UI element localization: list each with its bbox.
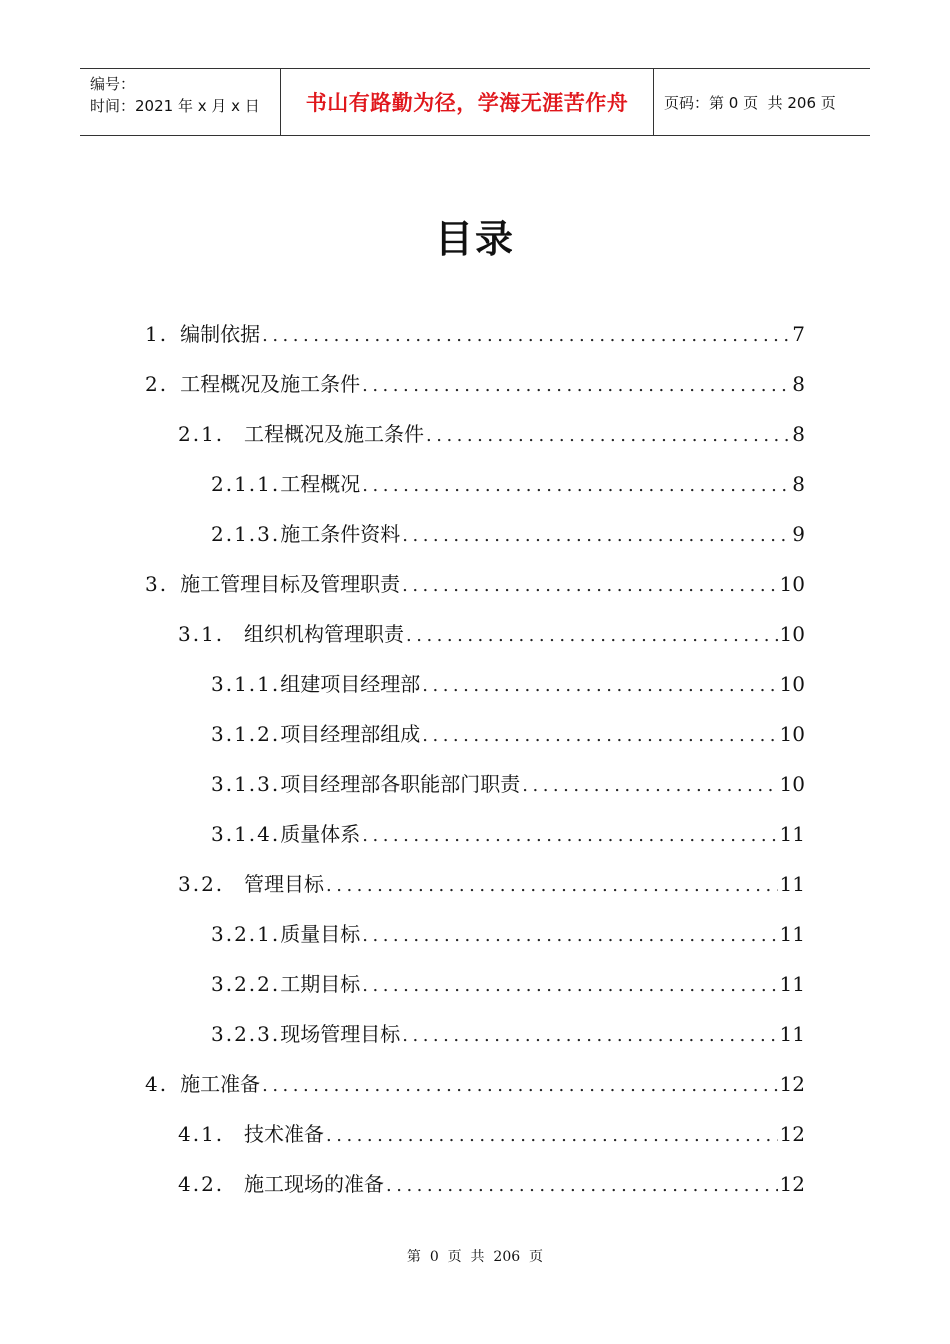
toc-entry-number: 4.2. — [178, 1172, 225, 1196]
toc-entry[interactable] — [145, 1069, 805, 1099]
toc-entry-title: 施工准备 — [180, 1072, 261, 1096]
toc-entry-title: 施工管理目标及管理职责 — [180, 572, 401, 596]
toc-entry-number: 3.1.4. — [211, 822, 281, 846]
toc-entry-title: 项目经理部组成 — [280, 722, 421, 746]
toc-entry-number: 2.1.3. — [211, 522, 281, 546]
toc-dot-leader — [402, 1021, 777, 1051]
toc-dot-leader — [362, 471, 790, 501]
toc-entry-page: 10 — [779, 772, 805, 796]
header-page-info: 页码：第 0 页 共 206 页 — [664, 93, 836, 112]
toc-dot-leader — [406, 621, 778, 651]
toc-entry[interactable] — [178, 1169, 805, 1199]
toc-entry-page: 10 — [779, 672, 805, 696]
toc-dot-leader — [402, 571, 777, 601]
toc-entry[interactable] — [211, 819, 805, 849]
toc-entry-title: 工期目标 — [280, 972, 361, 996]
toc-entry-page: 11 — [779, 972, 805, 996]
toc-dot-leader — [262, 1071, 777, 1101]
toc-entry-title: 工程概况 — [280, 472, 361, 496]
toc-dot-leader — [422, 721, 777, 751]
document-number-label: 编号： — [90, 75, 136, 93]
toc-entry[interactable] — [211, 719, 805, 749]
toc-entry-title: 施工现场的准备 — [244, 1172, 384, 1196]
toc-entry-number: 2.1.1. — [211, 472, 281, 496]
toc-entry-title: 现场管理目标 — [280, 1022, 401, 1046]
toc-entry-title: 组织机构管理职责 — [244, 622, 404, 646]
toc-entry[interactable] — [178, 619, 805, 649]
header-motto: 书山有路勤为径，学海无涯苦作舟 — [305, 91, 629, 115]
toc-entry-number: 4. — [145, 1072, 169, 1096]
header-motto-cell — [281, 69, 654, 135]
page-header — [80, 68, 870, 136]
header-page-cell — [654, 69, 870, 135]
toc-entry-page: 10 — [779, 722, 805, 746]
toc-entry-number: 3.2. — [178, 872, 225, 896]
toc-entry-title: 项目经理部各职能部门职责 — [280, 772, 521, 796]
toc-entry-page: 12 — [779, 1072, 805, 1096]
toc-entry[interactable] — [211, 1019, 805, 1049]
toc-entry-number: 3.1.3. — [211, 772, 281, 796]
toc-entry-number: 3.1.2. — [211, 722, 281, 746]
toc-entry-page: 10 — [779, 572, 805, 596]
toc-entry[interactable] — [211, 469, 805, 499]
toc-entry[interactable] — [178, 869, 805, 899]
toc-dot-leader — [522, 771, 777, 801]
toc-entry-title: 编制依据 — [180, 322, 261, 346]
toc-entry-title: 施工条件资料 — [280, 522, 401, 546]
toc-entry[interactable] — [178, 1119, 805, 1149]
toc-dot-leader — [422, 671, 777, 701]
toc-entry-page: 12 — [779, 1172, 805, 1196]
toc-dot-leader — [426, 421, 790, 451]
toc-entry-title: 组建项目经理部 — [280, 672, 421, 696]
toc-dot-leader — [326, 1121, 778, 1151]
toc-entry-page: 11 — [779, 1022, 805, 1046]
toc-entry-number: 3.2.2. — [211, 972, 281, 996]
toc-entry[interactable] — [145, 319, 805, 349]
toc-entry-page: 11 — [779, 872, 805, 896]
toc-entry-page: 11 — [779, 822, 805, 846]
toc-entry-title: 技术准备 — [244, 1122, 324, 1146]
toc-entry-number: 3. — [145, 572, 169, 596]
toc-dot-leader — [362, 371, 790, 401]
toc-entry-page: 7 — [792, 322, 805, 346]
toc-entry-page: 8 — [792, 422, 805, 446]
toc-entry-number: 2.1. — [178, 422, 225, 446]
toc-entry[interactable] — [145, 369, 805, 399]
toc-dot-leader — [386, 1171, 778, 1201]
toc-entry-number: 3.1.1. — [211, 672, 281, 696]
toc-entry[interactable] — [211, 519, 805, 549]
toc-entry-page: 11 — [779, 922, 805, 946]
toc-dot-leader — [362, 921, 777, 951]
toc-entry-page: 8 — [792, 472, 805, 496]
toc-entry-title: 质量目标 — [280, 922, 361, 946]
toc-entry-page: 10 — [779, 622, 805, 646]
toc-dot-leader — [362, 821, 777, 851]
toc-entry-title: 工程概况及施工条件 — [180, 372, 361, 396]
toc-entry-title: 管理目标 — [244, 872, 324, 896]
toc-dot-leader — [262, 321, 790, 351]
toc-dot-leader — [326, 871, 778, 901]
page-title: 目录 — [434, 217, 515, 261]
toc-dot-leader — [402, 521, 790, 551]
toc-entry[interactable] — [145, 569, 805, 599]
toc-entry-number: 1. — [145, 322, 169, 346]
toc-dot-leader — [362, 971, 777, 1001]
toc-entry-number: 3.1. — [178, 622, 225, 646]
toc-entry[interactable] — [211, 969, 805, 999]
toc-entry[interactable] — [211, 769, 805, 799]
toc-entry-title: 质量体系 — [280, 822, 361, 846]
toc-entry[interactable] — [211, 919, 805, 949]
page-footer: 第 0 页 共 206 页 — [406, 1249, 544, 1265]
toc-entry-number: 3.2.3. — [211, 1022, 281, 1046]
toc-entry-page: 12 — [779, 1122, 805, 1146]
document-date-label: 时间：2021 年 x 月 x 日 — [90, 97, 260, 115]
toc-entry-number: 4.1. — [178, 1122, 225, 1146]
toc-entry-number: 3.2.1. — [211, 922, 281, 946]
toc-entry-title: 工程概况及施工条件 — [244, 422, 424, 446]
toc-entry-number: 2. — [145, 372, 169, 396]
toc-entry[interactable] — [211, 669, 805, 699]
toc-entry[interactable] — [178, 419, 805, 449]
header-meta-cell — [80, 69, 281, 135]
toc-entry-page: 9 — [792, 522, 805, 546]
toc-entry-page: 8 — [792, 372, 805, 396]
